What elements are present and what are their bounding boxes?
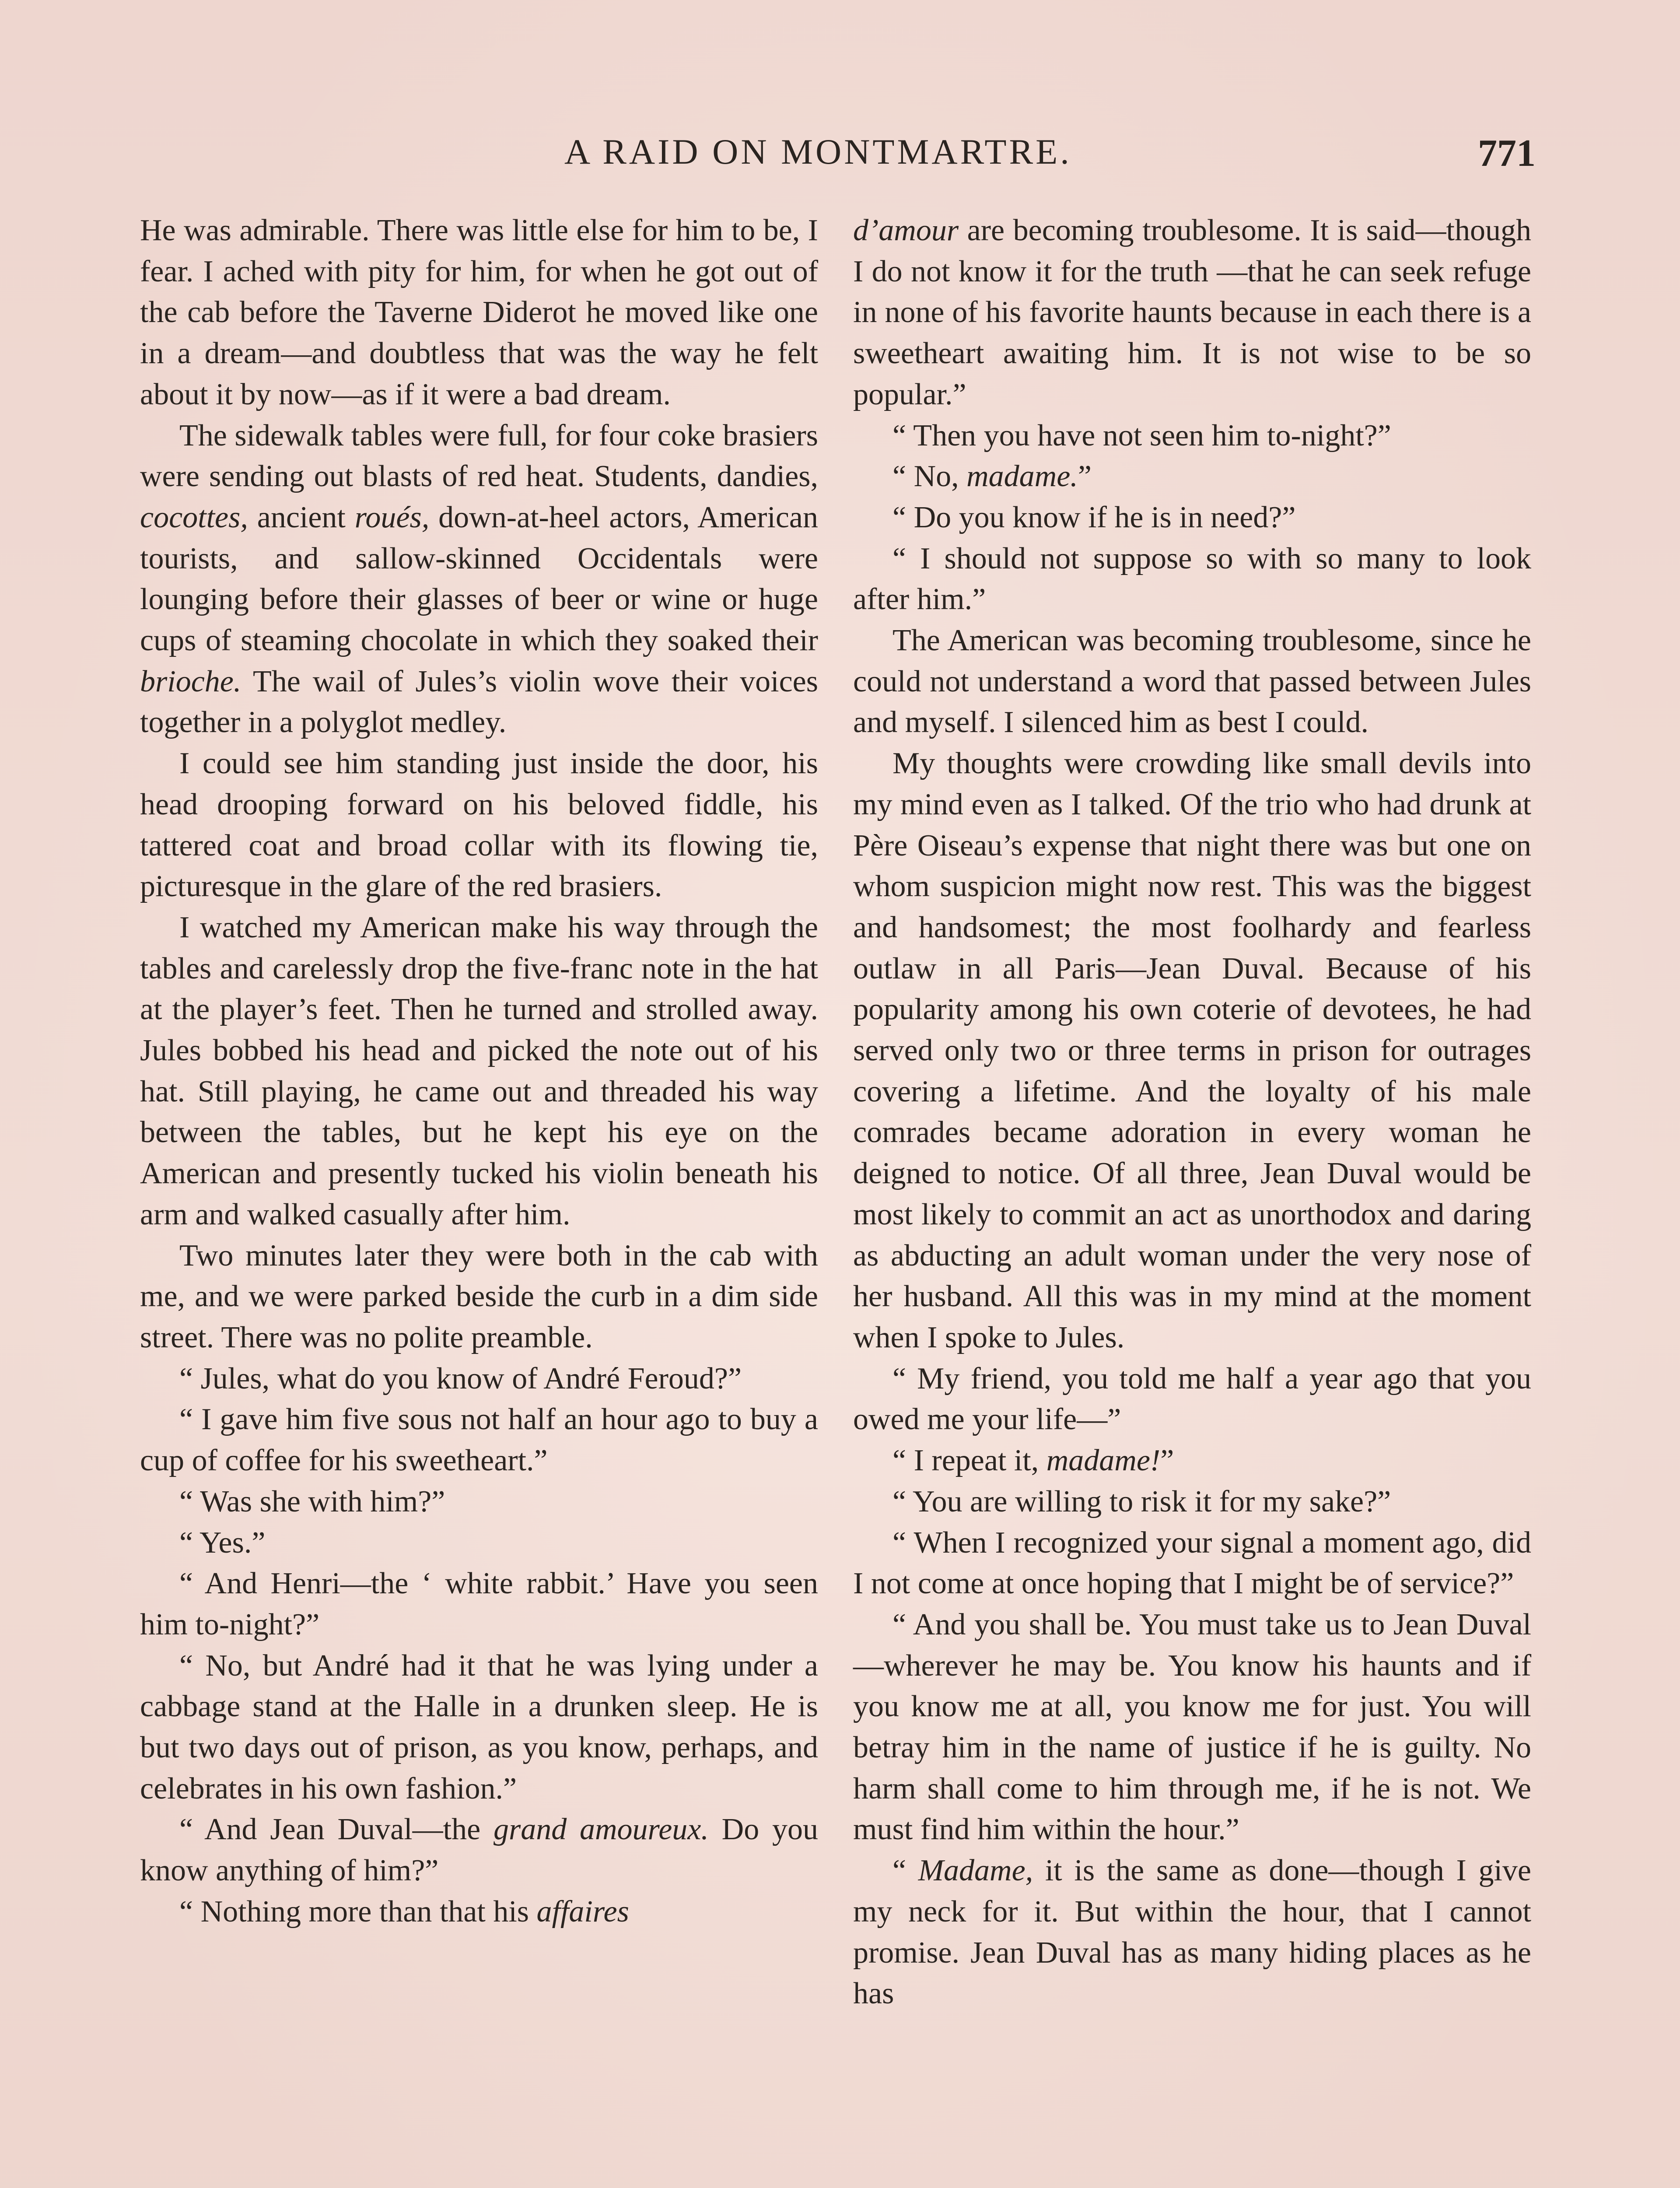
paragraph (853, 1440, 1531, 1481)
italic-text: d’amour (853, 214, 959, 247)
paragraph (140, 1399, 818, 1481)
text-run: ” (1078, 459, 1092, 494)
italic-text: Madame, (918, 1854, 1033, 1888)
text-run: down-at-heel actors, American tourists, and sallow-skinned Occidentals were lounging before their glasses of beer or wine or huge cups of steaming chocolate in which they soaked their (140, 500, 818, 658)
paragraph (140, 1522, 818, 1564)
paragraph (140, 1891, 818, 1932)
text-run: “ I gave him five sous not half an hour ago to buy a cup of coffee for his sweetheart.” (140, 1403, 818, 1478)
text-run: I could see him standing just inside the door, his head drooping forward on his beloved fiddle, his tattered coat and broad collar with its flowing tie, picturesque in the glare of the red brasiers. (140, 747, 818, 904)
paragraph (853, 1522, 1531, 1604)
text-run: “ Then you have not seen him to-night?” (892, 418, 1391, 452)
paragraph (140, 1809, 818, 1891)
paragraph (140, 1645, 818, 1809)
running-head: A RAID ON MONTMARTRE. (564, 132, 1072, 172)
italic-text: affaires (536, 1894, 629, 1929)
text-run: “ Jules, what do you know of André Feroud?” (179, 1361, 742, 1396)
paragraph (853, 1481, 1531, 1522)
text-run: “ I repeat it, (892, 1444, 1046, 1478)
text-run: “ I should not suppose so with so many to look after him.” (853, 541, 1531, 617)
text-run: ” (1160, 1444, 1174, 1478)
italic-text: grand amoureux. (493, 1813, 709, 1847)
text-run: “ When I recognized your signal a moment ago, did I not come at once hoping that I might be of service?” (853, 1525, 1531, 1601)
text-run: “ Do you know if he is in need?” (892, 500, 1296, 534)
paragraph (140, 1563, 818, 1645)
paragraph (853, 1358, 1531, 1440)
text-run: “ (892, 1854, 918, 1888)
paragraph (853, 456, 1531, 497)
text-run: “ Was she with him?” (179, 1484, 445, 1518)
italic-text: brioche. (140, 664, 242, 698)
text-run: “ No, (892, 459, 967, 494)
paragraph (853, 1604, 1531, 1850)
page-number: 771 (1478, 132, 1536, 175)
text-run: “ Nothing more than that his (179, 1894, 537, 1929)
italic-text: cocottes, (140, 500, 248, 534)
paragraph (140, 1235, 818, 1358)
paragraph (853, 538, 1531, 620)
paragraph (140, 1481, 818, 1522)
text-run: He was admirable. There was little else for him to be, I fear. I ached with pity for him, for when he got out of the cab before the Taverne Diderot he moved like one in a dream—and doubtless that was the way he felt about it by now—as if it were a bad dream. (140, 214, 818, 411)
text-run: it is the same as done—though I give my neck for it. But within the hour, that I cannot promise. Jean Duval has as many hiding places as he has (853, 1854, 1531, 2011)
paragraph (140, 415, 818, 743)
italic-text: madame! (1046, 1444, 1161, 1478)
paragraph (853, 210, 1531, 415)
text-run: “ You are willing to risk it for my sake?” (892, 1484, 1391, 1518)
text-run: My thoughts were crowding like small devils into my mind even as I talked. Of the trio who had drunk at Père Oiseau’s expense that night there was but one on whom suspicion might now rest. This was the biggest and handsomest; the most foolhardy and fearless outlaw in all Paris—Jean Duval. Because of his popularity among his own coterie of devotees, he had served only two or three terms in prison for outrages covering a lifetime. And the loyalty of his male comrades became adoration in every woman he deigned to notice. Of all three, Jean Duval would be most likely to commit an act as unorthodox and daring as abducting an adult woman under the very nose of her husband. All this was in my mind at the moment when I spoke to Jules. (853, 747, 1531, 1354)
left-text-column (140, 210, 818, 1932)
paragraph (140, 907, 818, 1235)
italic-text: madame. (966, 459, 1078, 494)
italic-text: roués, (354, 500, 430, 534)
paragraph (853, 497, 1531, 538)
text-run: The wail of Jules’s violin wove their voices together in a polyglot medley. (140, 664, 818, 740)
text-run: Do you know anything of him?” (140, 1813, 819, 1888)
text-run: “ And you shall be. You must take us to Jean Duval—wherever he may be. You know his haunts and if you know me at all, you know me for just. You will betray him in the name of justice if he is guilty. No harm shall come to him through me, if he is not. We must find him within the hour.” (853, 1607, 1531, 1847)
text-run: “ Yes.” (179, 1525, 266, 1560)
text-run: ancient (248, 500, 355, 534)
paragraph (853, 1850, 1531, 2014)
paragraph (853, 620, 1531, 743)
text-run: “ And Jean Duval—the (179, 1813, 494, 1847)
text-run: Two minutes later they were both in the cab with me, and we were parked beside the curb in a dim side street. There was no polite preamble. (140, 1238, 818, 1354)
text-run: “ No, but André had it that he was lying under a cabbage stand at the Halle in a drunken sleep. He is but two days out of prison, as you know, perhaps, and celebrates in his own fashion.” (140, 1648, 818, 1806)
text-run: “ And Henri—the ‘ white rabbit.’ Have you seen him to-night?” (140, 1567, 818, 1641)
paragraph (853, 743, 1531, 1358)
text-run: The sidewalk tables were full, for four coke brasiers were sending out blasts of red heat. Students, dandies, (140, 418, 818, 494)
paragraph (140, 1358, 818, 1399)
paragraph (853, 415, 1531, 456)
text-run: The American was becoming troublesome, since he could not understand a word that passed between Jules and myself. I silenced him as best I could. (853, 624, 1531, 740)
right-text-column (853, 210, 1531, 2014)
paragraph (140, 743, 818, 907)
text-run: I watched my American make his way through the tables and carelessly drop the five-franc note in the hat at the player’s feet. Then he turned and strolled away. Jules bobbed his head and picked the note out of his hat. Still playing, he came out and threaded his way between the tables, but he kept his eye on the American and presently tucked his violin beneath his arm and walked casually after him. (140, 910, 818, 1231)
paragraph (140, 210, 818, 415)
text-run: are becoming troublesome. It is said—though I do not know it for the truth —that he can seek refuge in none of his favorite haunts because in each there is a sweetheart awaiting him. It is not wise to be so popular.” (853, 214, 1531, 411)
text-run: “ My friend, you told me half a year ago that you owed me your life—” (853, 1361, 1531, 1437)
